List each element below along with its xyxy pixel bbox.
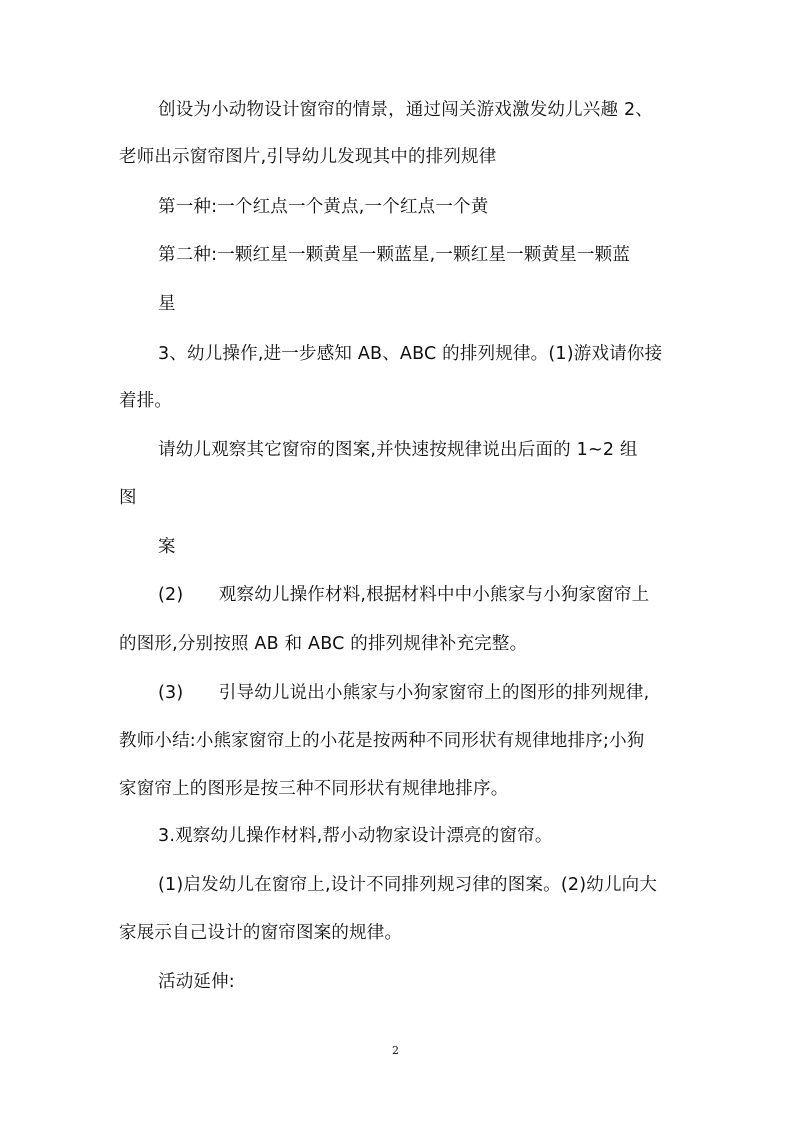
paragraph-line: 家窗帘上的图形是按三种不同形状有规律地排序。 [119,779,509,799]
paragraph-line: 3、幼儿操作,进一步感知 AB、ABC 的排列规律。(1)游戏请你接 [158,344,663,364]
paragraph-line: 家展示自己设计的窗帘图案的规律。 [119,923,403,943]
paragraph-line: 教师小结:小熊家窗帘上的小花是按两种不同形状有规律地排序;小狗 [119,731,645,751]
paragraph-line: (2) 观察幼儿操作材料,根据材料中中小熊家与小狗家窗帘上 [158,585,650,605]
paragraph-line: 案 [158,537,176,557]
paragraph-line: 3.观察幼儿操作材料,帮小动物家设计漂亮的窗帘。 [158,826,553,846]
paragraph-line: 请幼儿观察其它窗帘的图案,并快速按规律说出后面的 1~2 组 [158,440,638,460]
paragraph-line: 图 [119,488,137,508]
paragraph-line: 第二种:一颗红星一颗黄星一颗蓝星,一颗红星一颗黄星一颗蓝 [158,245,631,265]
paragraph-line: 的图形,分别按照 AB 和 ABC 的排列规律补充完整。 [119,634,528,654]
paragraph-line: 老师出示窗帘图片,引导幼儿发现其中的排列规律 [119,147,497,167]
paragraph-line: 活动延伸: [158,972,235,992]
paragraph-line: 第一种:一个红点一个黄点,一个红点一个黄 [158,197,489,217]
page-number: 2 [392,1044,399,1057]
paragraph-line: (3) 引导幼儿说出小熊家与小狗家窗帘上的图形的排列规律, [158,683,650,703]
paragraph-line: 星 [158,294,176,314]
paragraph-line: (1)启发幼儿在窗帘上,设计不同排列规习律的图案。(2)幼儿向大 [158,875,658,895]
paragraph-line: 创设为小动物设计窗帘的情景，通过闯关游戏激发幼儿兴趣 2、 [158,100,653,120]
paragraph-line: 着排。 [119,391,173,411]
